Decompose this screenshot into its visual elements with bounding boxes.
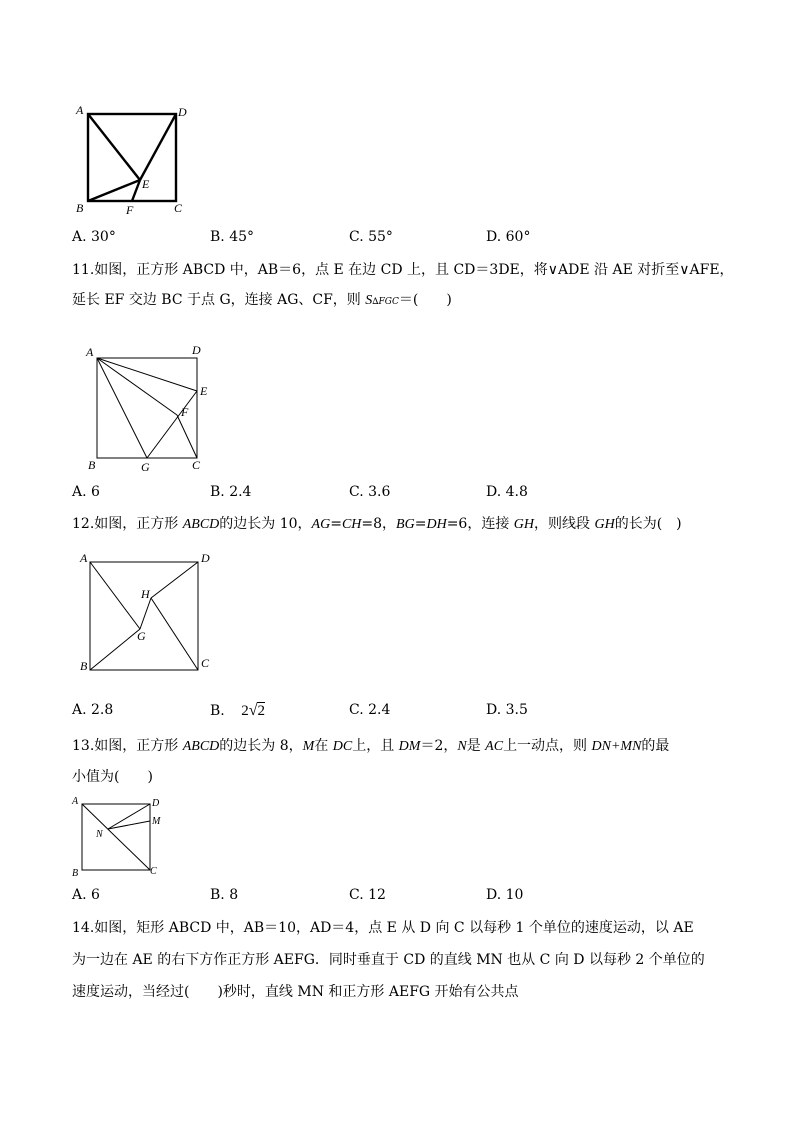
q13-label-d: D <box>152 798 160 809</box>
q14-line-2: 为一边在 AE 的右下方作正方形 AEFG．同时垂直于 CD 的直线 MN 也从 C 向 D 以每秒 2 个单位的 <box>72 952 705 968</box>
q12-segment-gh <box>140 598 151 629</box>
q12-sqrt-radicand: 2 <box>257 703 265 719</box>
q12-text-d: 的长为( ) <box>614 516 682 532</box>
q12-label-g: G <box>137 629 146 643</box>
q13-n: N <box>457 739 467 754</box>
q13-text-h: 的最 <box>641 738 670 754</box>
q13-option-c[interactable]: C. 12 <box>349 887 386 903</box>
q12-label-b: B <box>80 659 88 673</box>
q11-label-c: C <box>192 458 201 472</box>
q11-text-2: 延长 EF 交边 BC 于点 G，连接 AG、CF，则 <box>72 292 366 308</box>
q11-diagram <box>80 340 220 475</box>
q11-number: 11. <box>72 262 95 278</box>
q13-text-f: 是 <box>466 738 486 754</box>
q10-option-b[interactable]: B. 45° <box>210 229 255 245</box>
q12-bg: BG <box>396 517 415 532</box>
q11-label-g: G <box>141 460 150 474</box>
q14-number: 14. <box>72 920 95 936</box>
q13-abcd: ABCD <box>182 739 220 754</box>
q11-segment-fc <box>177 415 197 458</box>
q13-diagonal-ac <box>82 804 150 870</box>
q12-gh-2: GH <box>594 517 615 532</box>
q12-option-b[interactable] <box>210 702 265 720</box>
q13-ac: AC <box>485 739 504 754</box>
q12-val2: =6，连接 <box>446 516 514 532</box>
q11-options <box>72 484 772 504</box>
q13-text-e: ＝2， <box>420 738 458 754</box>
q11-segment-eg <box>147 391 197 458</box>
q10-segment-de <box>140 114 176 180</box>
q13-number: 13. <box>72 738 95 754</box>
q10-label-f: F <box>126 203 134 217</box>
q12-option-c[interactable]: C. 2.4 <box>349 702 391 718</box>
q12-sqrt-icon: √ <box>248 702 258 719</box>
q11-label-d: D <box>192 343 201 357</box>
q14-line-1 <box>72 912 762 944</box>
q12-eq1: = <box>330 516 342 532</box>
q12-ch: CH <box>341 517 362 532</box>
q11-label-b: B <box>88 458 96 472</box>
q14-line-1-text: 如图，矩形 ABCD 中，AB＝10，AD＝4，点 E 从 D 向 C 以每秒 1 个单位的速度运动，以 AE <box>94 920 694 936</box>
q10-option-a[interactable]: A. 30° <box>72 229 116 245</box>
q10-label-e: E <box>142 177 150 191</box>
q11-segment-af <box>97 358 177 415</box>
q12-options <box>72 702 772 722</box>
q13-options <box>72 887 772 907</box>
q12-figure <box>74 548 224 678</box>
q13-label-m: M <box>152 816 161 827</box>
q12-label-a: A <box>80 551 88 565</box>
q12-val1: =8， <box>361 516 397 532</box>
q11-segment-ae <box>97 358 197 391</box>
q11-stem <box>72 255 752 317</box>
q12-gh-1: GH <box>513 517 535 532</box>
q10-label-c: C <box>174 201 183 215</box>
q11-label-a: A <box>86 345 94 359</box>
q12-label-c: C <box>201 656 210 670</box>
q13-dn-mn: DN+MN <box>591 739 642 754</box>
q11-line-1 <box>72 255 752 285</box>
q12-abcd: ABCD <box>182 517 220 532</box>
q11-figure <box>80 340 220 475</box>
q12-eq2: = <box>414 516 427 532</box>
q13-option-d[interactable]: D. 10 <box>486 887 524 903</box>
q10-option-d[interactable]: D. 60° <box>486 229 531 245</box>
q12-segment-ag <box>90 562 140 629</box>
q13-line-2: 小值为( ) <box>72 769 153 785</box>
q13-text-g: 上一动点，则 <box>503 738 592 754</box>
q12-text-c: ，则线段 <box>534 516 595 532</box>
q14-stem <box>72 912 762 1008</box>
q11-label-f: F <box>181 405 189 419</box>
q11-text-3: ＝( ) <box>398 292 452 308</box>
q12-number: 12. <box>72 516 95 532</box>
q13-text-a: 如图，正方形 <box>94 738 183 754</box>
q13-stem <box>72 731 732 792</box>
q10-figure <box>72 100 192 218</box>
q10-label-a: A <box>76 103 84 117</box>
q12-option-a[interactable]: A. 2.8 <box>72 702 114 718</box>
q12-segment-hc <box>151 598 198 670</box>
q12-label-h: H <box>141 587 150 601</box>
q13-dm: DM <box>398 739 421 754</box>
q12-segment-hd <box>151 562 198 598</box>
q13-m: M <box>302 739 315 754</box>
q13-dc: DC <box>332 739 353 754</box>
q12-label-d: D <box>201 551 210 565</box>
q13-diagram <box>70 794 170 880</box>
q11-area-symbol: S <box>365 293 373 308</box>
q12-sqrt-coefficient: 2 <box>241 703 249 719</box>
q11-option-b[interactable]: B. 2.4 <box>210 484 252 500</box>
q11-option-d[interactable]: D. 4.8 <box>486 484 528 500</box>
q13-line-1 <box>72 731 732 762</box>
q12-square <box>90 562 198 670</box>
q12-option-b-letter: B. <box>210 703 225 719</box>
q13-label-c: C <box>150 866 157 877</box>
q12-dh: DH <box>426 517 447 532</box>
q13-label-b: B <box>72 868 79 879</box>
q11-line-2 <box>72 285 752 317</box>
q13-option-a[interactable]: A. 6 <box>72 887 100 903</box>
q11-option-c[interactable]: C. 3.6 <box>349 484 391 500</box>
q11-label-e: E <box>200 384 208 398</box>
q10-segment-ae <box>88 114 140 180</box>
q12-ag: AG <box>311 517 331 532</box>
q12-stem <box>72 509 732 540</box>
q13-text-d: 上，且 <box>352 738 399 754</box>
q11-segment-ag <box>97 358 147 458</box>
q12-text-a: 如图，正方形 <box>94 516 183 532</box>
q10-label-d: D <box>178 105 187 119</box>
q13-figure <box>70 794 170 880</box>
q13-option-b[interactable]: B. 8 <box>210 887 239 903</box>
q10-options <box>72 229 772 249</box>
q13-text-c: 在 <box>314 738 333 754</box>
q10-label-b: B <box>76 201 84 215</box>
q13-label-a: A <box>72 796 79 807</box>
q11-text-1: 如图，正方形 ABCD 中，AB＝6，点 E 在边 CD 上，且 CD＝3DE，将∨ADE 沿 AE 对折至∨AFE， <box>94 262 734 278</box>
q12-diagram <box>74 548 224 678</box>
q10-square <box>88 114 176 201</box>
q11-option-a[interactable]: A. 6 <box>72 484 100 500</box>
q13-label-n: N <box>96 829 103 840</box>
q12-text-b: 的边长为 10， <box>219 516 312 532</box>
q14-line-3: 速度运动，当经过( )秒时，直线 MN 和正方形 AEFG 开始有公共点 <box>72 984 519 1000</box>
q12-segment-bg <box>90 629 140 670</box>
q11-area-subscript: ∆FGC <box>372 297 399 307</box>
q10-diagram <box>72 100 192 218</box>
q12-sqrt-expression <box>241 702 265 720</box>
q13-text-b: 的边长为 8， <box>219 738 303 754</box>
q10-option-c[interactable]: C. 55° <box>349 229 393 245</box>
q12-option-d[interactable]: D. 3.5 <box>486 702 528 718</box>
